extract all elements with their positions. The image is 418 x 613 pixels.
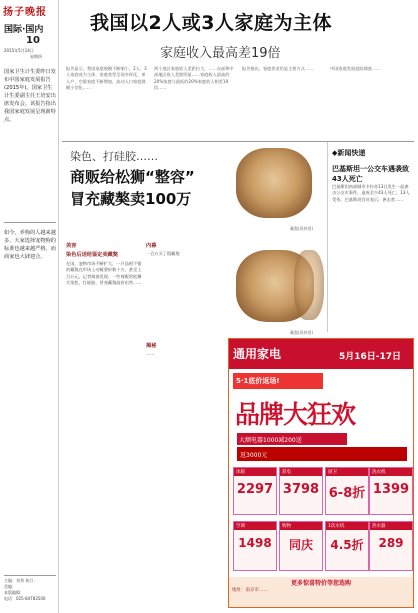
section-name: 国际·国内	[4, 25, 44, 35]
price-box	[279, 521, 323, 571]
section-divider	[62, 141, 414, 142]
issue-weekday: 星期四	[30, 54, 42, 59]
price-value: 3798	[282, 482, 320, 497]
news-brief-headline: 巴基斯坦一公交车遇袭致43人死亡	[332, 165, 409, 183]
price-box	[325, 521, 369, 571]
ad-date: 5月16日-17日	[339, 352, 402, 362]
dog-photo	[236, 148, 312, 218]
ad-promo: 5·1底价返场!	[233, 373, 323, 389]
credits	[4, 575, 56, 602]
sidebar-lead: 国家卫生计生委昨日发布中国家庭发展报告(2015年)。国家卫生计生委副主任王培安出席发布会。该报告指出我国家庭发展呈现新特点。	[4, 69, 56, 123]
subhead: 染色后送给鉴定卖藏獒	[66, 252, 118, 259]
dog-photo	[294, 250, 324, 320]
price-value: 1498	[238, 536, 272, 550]
subhead: 揭秘	[146, 343, 157, 349]
price-value: 289	[378, 536, 404, 550]
article-column: 报告显示，我国家庭规模不断缩小，2人、3人家庭成为主体，家庭类型呈现多样化，单人户、空巢家庭不断增加，流动人口家庭规模小型化……	[66, 66, 147, 90]
story-column	[146, 340, 224, 570]
credit-line: 电话：025-84783500	[4, 596, 46, 601]
main-headline: 我国以2人或3人家庭为主体	[90, 12, 332, 34]
story-column	[146, 240, 224, 340]
credit-line: 主编：刘秀 执行：	[4, 578, 38, 583]
page-number: 10	[26, 35, 40, 46]
story-kicker: 染色、打硅胶……	[70, 150, 158, 163]
price-value: 4.5折	[330, 538, 364, 552]
news-brief-text: 巴基斯坦南部城市卡拉奇13日发生一起袭击公交车事件，造成至少43人死亡，13人受伤。巴基斯坦官员表示，袭击者……	[332, 184, 410, 202]
price-value: 1399	[372, 482, 410, 497]
price-category: 厨卫	[326, 468, 368, 476]
ad-slogan: 品牌大狂欢	[235, 400, 356, 429]
main-subheadline: 家庭收入最高差19倍	[160, 46, 281, 61]
story-headline-line2: 冒充藏獒卖100万	[70, 190, 192, 208]
price-box	[325, 467, 369, 515]
story-column	[66, 240, 142, 570]
story-text: 在国，宠物市场不断扩大，一只品相不错的藏獒在市场上动辄要价数十万，甚至上百万元。记者调查发现，一些商贩给松狮犬染色、打硅胶，冒充藏獒高价出售……	[66, 260, 142, 286]
issue-date: 2015年5月14日	[4, 48, 34, 53]
sidebar-second: 如今，养狗的人越来越多，大家选择宠物狗的标准也越来越严格，而商家也大肆迎合。	[4, 222, 56, 261]
ad-price-row: 返3000元	[237, 447, 407, 461]
story-text: 一百万买了假藏獒	[146, 251, 180, 257]
news-brief-label: ◆新闻快递	[332, 149, 366, 157]
appliance-advertisement[interactable]	[228, 338, 414, 608]
price-box	[369, 467, 413, 515]
price-box	[233, 467, 277, 515]
price-category: 1次水机	[326, 522, 368, 530]
photo-caption: 藏獒(资料图)	[290, 330, 314, 335]
ad-banner	[229, 339, 413, 369]
price-value: 同庆	[288, 538, 313, 552]
ad-footer-title: 更多惊喜特价等您选购	[290, 580, 351, 587]
ad-footer-text: 地址：南京市……	[232, 588, 268, 593]
column-rule	[327, 142, 328, 332]
price-category: 热水器	[370, 522, 412, 530]
credit-line: 本版编辑：	[4, 590, 24, 595]
article-column: 两个地区家庭收入差距拉大，……东部和中部地区收入差距明显……家庭收入最高的20%家庭与最低的20%家庭收入相差19倍……	[154, 66, 234, 90]
price-category: 洗衣机	[370, 468, 412, 476]
ad-gift: 大额电器1000减200送	[237, 433, 347, 445]
price-category: 购物	[280, 522, 322, 530]
price-box	[233, 521, 277, 571]
subhead: 内幕	[146, 243, 157, 249]
article-column: 报告指出，家庭养老仍是主要方式……	[242, 66, 314, 71]
price-box	[369, 521, 413, 571]
left-rule	[58, 0, 59, 613]
ad-footer	[229, 577, 413, 607]
price-value: 6-8折	[328, 486, 366, 501]
price-category: 空调	[234, 522, 276, 530]
ad-brand: 通用家电	[233, 347, 282, 361]
price-value: 2297	[236, 482, 274, 497]
price-category: 冰箱	[234, 468, 276, 476]
price-category: 彩电	[280, 468, 322, 476]
photo-caption: 藏獒(资料图)	[290, 226, 314, 231]
newspaper-logo: 扬子晚报	[3, 7, 47, 18]
subhead: 美容	[66, 243, 77, 249]
masthead	[0, 0, 56, 60]
article-column: 中国家庭发展追踪调查……	[330, 66, 381, 71]
credit-line: 美编：	[4, 584, 16, 589]
price-box	[279, 467, 323, 515]
story-text: ……	[146, 351, 155, 357]
lead-article-columns	[66, 66, 412, 140]
story-headline-line1: 商贩给松狮“整容”	[70, 168, 195, 186]
